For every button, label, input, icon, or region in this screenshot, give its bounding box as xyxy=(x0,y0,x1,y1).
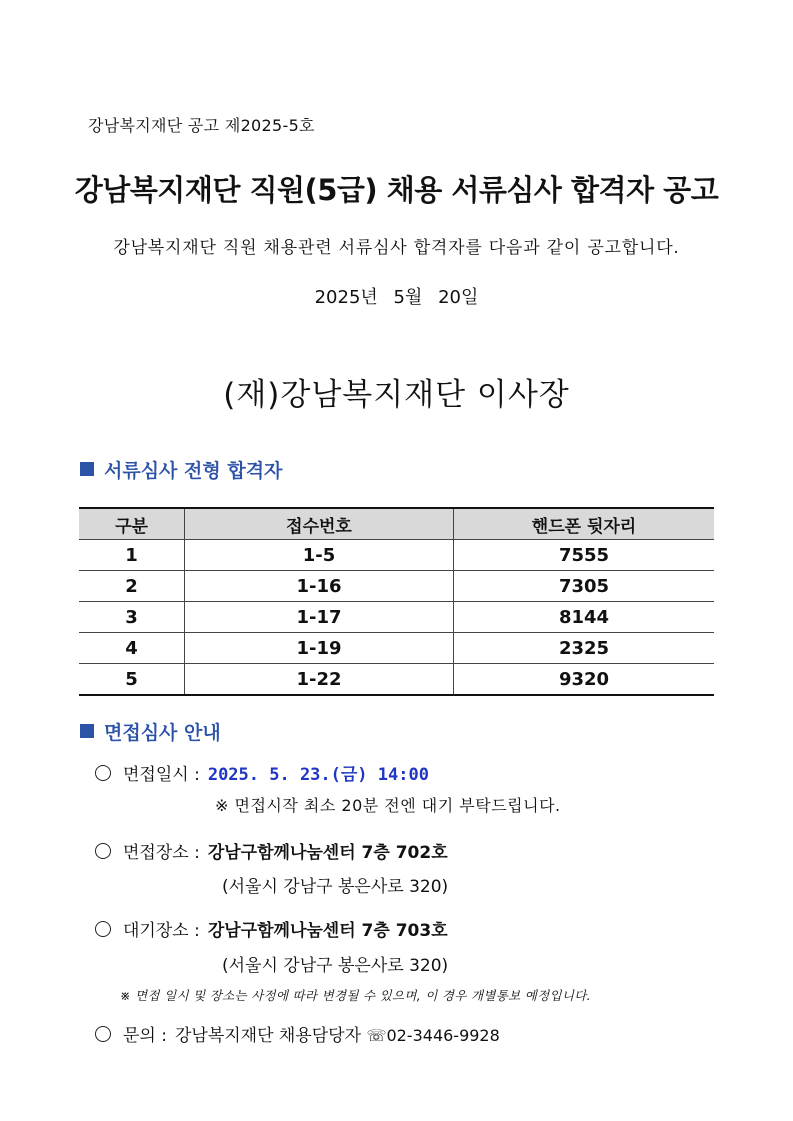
table-row xyxy=(79,571,714,602)
waiting-label: 대기장소 : xyxy=(123,921,200,941)
table-cell: 9320 xyxy=(454,664,715,696)
column-header: 구분 xyxy=(79,508,185,540)
square-bullet-icon xyxy=(80,462,94,476)
contact-value: 강남복지재단 채용담당자 xyxy=(174,1026,362,1046)
table-row xyxy=(79,664,714,696)
table-cell: 1 xyxy=(79,540,185,571)
section-heading-interview xyxy=(80,718,221,745)
interview-venue-row xyxy=(95,838,448,863)
table-cell: 1-19 xyxy=(185,633,454,664)
square-bullet-icon xyxy=(80,724,94,738)
table-cell: 3 xyxy=(79,602,185,633)
column-header: 핸드폰 뒷자리 xyxy=(454,508,715,540)
table-cell: 1-17 xyxy=(185,602,454,633)
contact-row xyxy=(95,1021,500,1046)
section-title: 서류심사 전형 합격자 xyxy=(104,460,283,482)
table-cell: 5 xyxy=(79,664,185,696)
issuer: (재)강남복지재단 이사장 xyxy=(223,377,570,413)
waiting-address: (서울시 강남구 봉은사로 320) xyxy=(222,956,449,976)
datetime-value: 2025. 5. 23.(금) 14:00 xyxy=(207,765,429,785)
section-heading-passers xyxy=(80,456,282,483)
waiting-value: 강남구함께나눔센터 7층 703호 xyxy=(207,921,448,941)
table-cell: 7555 xyxy=(454,540,715,571)
circle-bullet-icon xyxy=(95,921,111,937)
page-title: 강남복지재단 직원(5급) 채용 서류심사 합격자 공고 xyxy=(74,173,719,207)
table-row xyxy=(79,633,714,664)
table-cell: 2325 xyxy=(454,633,715,664)
intro-text: 강남복지재단 직원 채용관련 서류심사 합격자를 다음과 같이 공고합니다. xyxy=(113,238,680,258)
notice-number: 강남복지재단 공고 제2025-5호 xyxy=(88,116,315,135)
circle-bullet-icon xyxy=(95,765,111,781)
datetime-note: ※ 면접시작 최소 20분 전엔 대기 부탁드립니다. xyxy=(215,796,561,815)
waiting-room-row xyxy=(95,916,448,941)
notice-date: 2025년 5월 20일 xyxy=(314,287,479,308)
table-cell: 4 xyxy=(79,633,185,664)
contact-phone: ☏02-3446-9928 xyxy=(366,1026,500,1045)
table-cell: 1-22 xyxy=(185,664,454,696)
table-header-row xyxy=(79,508,714,540)
venue-address: (서울시 강남구 봉은사로 320) xyxy=(222,877,449,897)
contact-label: 문의 : xyxy=(123,1026,167,1046)
interview-datetime-row xyxy=(95,760,429,785)
table-cell: 1-5 xyxy=(185,540,454,571)
table-cell: 1-16 xyxy=(185,571,454,602)
table-cell: 8144 xyxy=(454,602,715,633)
circle-bullet-icon xyxy=(95,843,111,859)
table-row xyxy=(79,540,714,571)
passers-table xyxy=(79,507,714,696)
column-header: 접수번호 xyxy=(185,508,454,540)
venue-value: 강남구함께나눔센터 7층 702호 xyxy=(207,843,448,863)
circle-bullet-icon xyxy=(95,1026,111,1042)
table-row xyxy=(79,602,714,633)
change-footnote: ※ 면접 일시 및 장소는 사정에 따라 변경될 수 있으며, 이 경우 개별통보 예정입니다. xyxy=(120,988,591,1003)
table-cell: 7305 xyxy=(454,571,715,602)
section-title: 면접심사 안내 xyxy=(104,722,221,744)
venue-label: 면접장소 : xyxy=(123,843,200,863)
table-cell: 2 xyxy=(79,571,185,602)
datetime-label: 면접일시 : xyxy=(123,765,200,785)
